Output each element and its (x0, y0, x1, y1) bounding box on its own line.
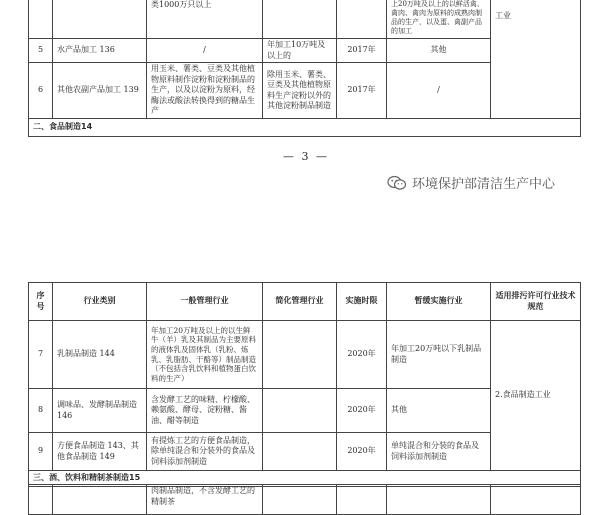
wechat-watermark (387, 173, 555, 192)
category-cell: 方便食品制造 143、其他食品制造 149 (53, 433, 147, 471)
wechat-icon (387, 175, 407, 191)
general-cell: 用玉米、薯类、豆类及其他植物原料制作淀粉和淀粉制品的生产，以及以淀粉为原料，经酶法或酸法转换得到的糖品生产 (147, 63, 263, 119)
col-header-simplified: 简化管理行业 (263, 283, 337, 321)
col-header-general: 一般管理行业 (147, 283, 263, 321)
general-cell: / (147, 39, 263, 63)
table-row (29, 321, 581, 389)
general-cell: 年加工20万吨及以上的以生鲜牛（羊）乳及其制品为主要原料的液体乳及固体乳（乳粉、炼乳、乳脂肪、干酪等）制品制造（不包括含乳饮料和植物蛋白饮料的生产） (147, 321, 263, 389)
watermark-text: 环境保护部清洁生产中心 (412, 177, 556, 192)
table-header-row (29, 283, 581, 321)
exempt-cell (387, 485, 491, 515)
col-header-no: 序号 (29, 283, 53, 321)
simplified-cell (263, 433, 337, 471)
col-header-standard: 适用排污许可行业技术规范 (491, 283, 581, 321)
col-header-category: 行业类别 (53, 283, 147, 321)
exempt-cell: / (387, 63, 491, 119)
col-header-exempt: 暂缓实施行业 (387, 283, 491, 321)
general-cell: 肉制品制造，不含发酵工艺的精制茶 (147, 485, 263, 515)
category-cell: 调味品、发酵制品制造 146 (53, 389, 147, 433)
exempt-cell: 上20万吨及以上的以鲜活禽、禽肉、禽肉为原料的成熟肉制品的生产，以及蛋、禽副产品的加工 (387, 0, 491, 39)
row-number: 8 (29, 389, 53, 433)
row-number: 5 (29, 39, 53, 63)
category-cell: 水产品加工 136 (53, 39, 147, 63)
table-row (29, 485, 581, 515)
exempt-cell: 单纯混合和分装的食品及饲料添加剂制造 (387, 433, 491, 471)
page-number: — 3 — (283, 150, 329, 163)
date-cell: 2020年 (337, 433, 387, 471)
category-cell: 乳制品制造 144 (53, 321, 147, 389)
simplified-cell (263, 389, 337, 433)
general-cell: 类1000万只以上 (147, 0, 263, 39)
date-cell: 2017年 (337, 63, 387, 119)
cut-off-table (28, 484, 581, 515)
section-heading: 二、食品制造14 (29, 119, 581, 137)
upper-page-table (28, 0, 581, 137)
cut-off-row (28, 484, 580, 506)
date-cell: 2020年 (337, 321, 387, 389)
standard-cell: 2.食品制造工业 (491, 321, 581, 471)
simplified-cell: 除用玉米、薯类、豆类及其他植物原料生产淀粉以外的其他淀粉制品制造 (263, 63, 337, 119)
simplified-cell (263, 321, 337, 389)
row-number: 9 (29, 433, 53, 471)
category-cell: 其他农副产品加工 139 (53, 63, 147, 119)
exempt-cell: 其他 (387, 39, 491, 63)
exempt-cell: 年加工20万吨以下乳制品制造 (387, 321, 491, 389)
section-heading: 三、酒、饮料和精制茶制造15 (29, 471, 581, 487)
date-cell: 2017年 (337, 39, 387, 63)
date-cell: 2020年 (337, 389, 387, 433)
col-header-date: 实施时限 (337, 283, 387, 321)
table-row (29, 0, 581, 39)
general-cell: 含发酵工艺的味精、柠檬酸、赖氨酸、酵母、淀粉糖、酱油、醋等制造 (147, 389, 263, 433)
standard-cell: 工业 (491, 0, 581, 119)
lower-page-table (28, 282, 581, 487)
exempt-cell: 其他 (387, 389, 491, 433)
general-cell: 有提炼工艺的方便食品制造，除单纯混合和分装外的食品及饲料添加剂制造 (147, 433, 263, 471)
simplified-cell: 年加工10万吨及以上的 (263, 39, 337, 63)
row-number: 7 (29, 321, 53, 389)
section-row (29, 119, 581, 137)
row-number: 6 (29, 63, 53, 119)
